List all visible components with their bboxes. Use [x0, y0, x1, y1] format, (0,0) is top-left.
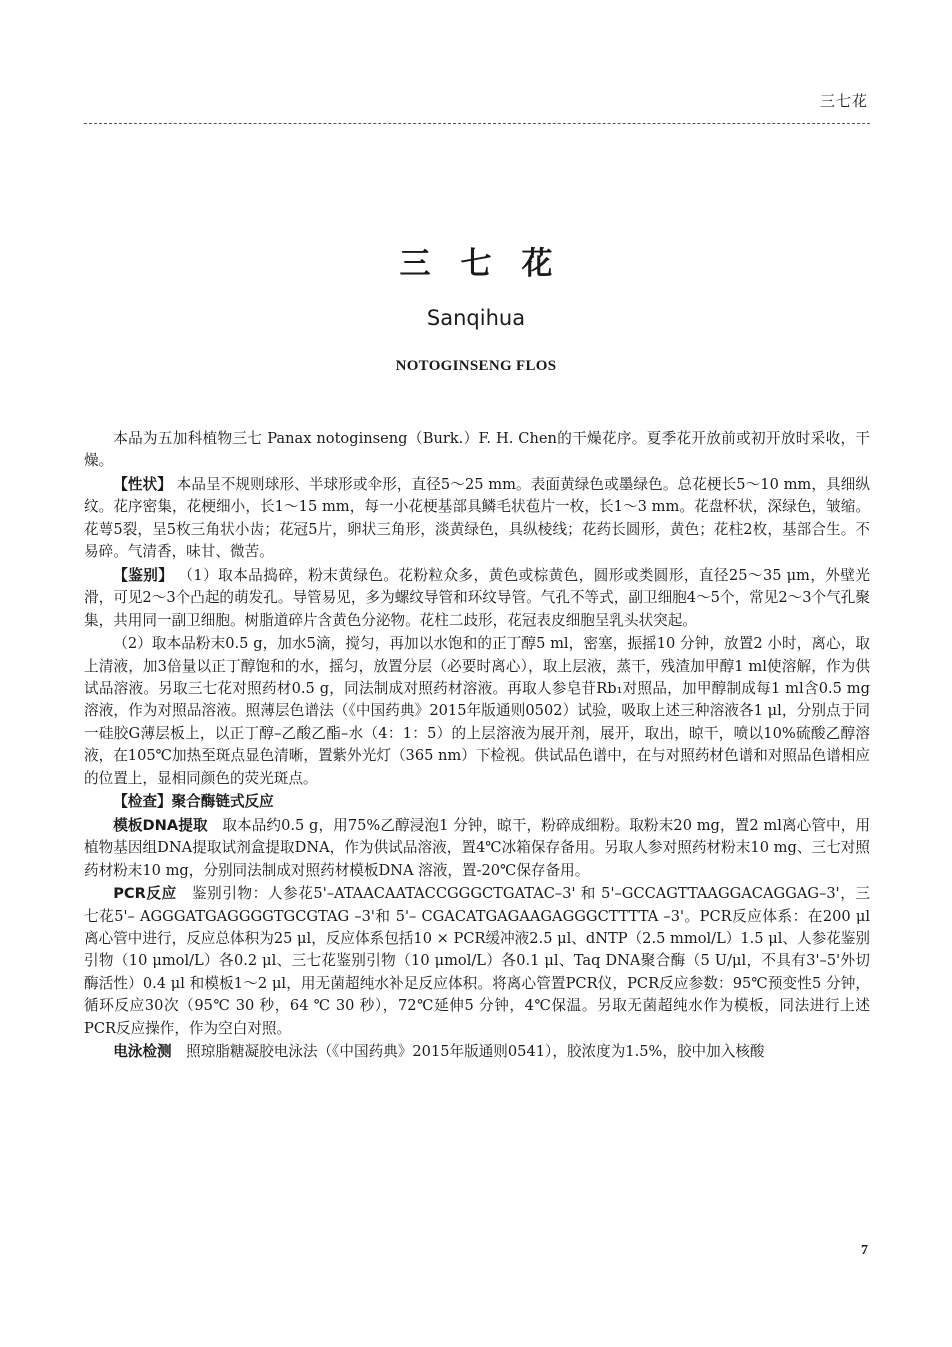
moban-paragraph — [84, 815, 870, 882]
section-jianbie — [84, 565, 870, 632]
xingzhuang-text: 本品呈不规则球形、半球形或伞形，直径5～25 mm。表面黄绿色或墨绿色。总花梗长5～10 mm，具细纵纹。花序密集，花梗细小，长1～15 mm，每一小花梗基部具鳞毛状苞片一枚，长1～3 mm。花盘杯状，深绿色，皱缩。花萼5裂，呈5枚三角状小齿；花冠5片，卵状三角形，淡黄绿色，具纵棱线；花药长圆形，黄色；花柱2枚，基部合生。不易碎。气清香，味甘、微苦。 — [84, 476, 870, 561]
intro-paragraph — [84, 428, 870, 473]
page-number: 7 — [861, 1243, 868, 1258]
pcr-paragraph — [84, 883, 870, 1040]
pcr-text: 鉴别引物：人参花5'–ATAACAATACCGGGCTGATAC–3' 和 5'–GCCAGTTAAGGACAGGAG–3'，三七花5'– AGGGATGAGGGGTGCGTAG –3'和 5'– CGACATGAGAAGAGGGCTTTTA –3'。PCR反应体系：在200 μl离心管中进行，反应总体积为25 μl，反应体系包括10 × PCR缓冲液2.5 μl、dNTP（2.5 mmol/L）1.5 μl、人参花鉴别引物（10 μmol/L）各0.2 μl、三七花鉴别引物（10 μmol/L）各0.1 μl、Taq DNA聚合酶（5 U/μl，不具有3'–5'外切酶活性）0.4 μl 和模板1～2 μl，用无菌超纯水补足反应体积。将离心管置PCR仪，PCR反应参数：95℃预变性5 分钟，循环反应30次（95℃ 30 秒，64 ℃ 30 秒），72℃延伸5 分钟，4℃保温。另取无菌超纯水作为模板，同法进行上述PCR反应操作，作为空白对照。 — [84, 885, 871, 1037]
moban-text: 取本品约0.5 g，用75%乙醇浸泡1 分钟，晾干，粉碎成细粉。取粉末20 mg，置2 ml离心管中，用植物基因组DNA提取试剂盒提取DNA，作为供试品溶液，置4℃冰箱保存备用。另取人参对照药材粉末10 mg、三七对照药材粉末10 mg，分别同法制成对照药材模板DNA 溶液，置-20℃保存备用。 — [84, 816, 871, 879]
dianyong-paragraph — [84, 1041, 870, 1063]
monograph-title-pinyin: Sanqihua — [426, 306, 526, 330]
header-rule — [84, 123, 870, 124]
section-xingzhuang — [84, 474, 870, 564]
section-heading-jiancha: 【检查】聚合酶链式反应 — [113, 793, 274, 811]
subheading-moban: 模板DNA提取 — [113, 816, 208, 834]
subheading-dianyong: 电泳检测 — [113, 1043, 172, 1061]
jianbie-2-text: （2）取本品粉末0.5 g，加水5滴，搅匀，再加以水饱和的正丁醇5 ml，密塞，振摇10 分钟，放置2 小时，离心，取上清液，加3倍量以正丁醇饱和的水，摇匀，放置分层（必要时离心），取上层液，蒸干，残渣加甲醇1 ml使溶解，作为供试品溶液。另取三七花对照药材0.5 g，同法制成对照药材溶液。再取人参皂苷Rb₁对照品，加甲醇制成每1 ml含0.5 mg溶液，作为对照品溶液。照薄层色谱法（《中国药典》2015年版通则0502）试验，吸取上述三种溶液各1 μl，分别点于同一硅胶G薄层板上，以正丁醇–乙酸乙酯–水（4：1：5）的上层溶液为展开剂，展开，取出，晾干，喷以10%硫酸乙醇溶液，在105℃加热至斑点显色清晰，置紫外光灯（365 nm）下检视。供试品色谱中，在与对照药材色谱和对照品色谱相应的位置上，显相同颜色的荧光斑点。 — [84, 635, 870, 787]
section-heading-jianbie: 【鉴别】 — [113, 566, 174, 584]
section-jiancha — [84, 791, 870, 813]
jianbie-1-text: （1）取本品捣碎，粉末黄绿色。花粉粒众多，黄色或棕黄色，圆形或类圆形，直径25～35 μm，外壁光滑，可见2～3个凸起的萌发孔。导管易见，多为螺纹导管和环纹导管。气孔不等式，副卫细胞4～5个，常见2～3个气孔聚集，共用同一副卫细胞。树脂道碎片含黄色分泌物。花柱二歧形，花冠表皮细胞呈乳头状突起。 — [84, 566, 870, 629]
dianyong-text: 照琼脂糖凝胶电泳法（《中国药典》2015年版通则0541），胶浓度为1.5%，胶中加入核酸 — [186, 1043, 765, 1061]
monograph-title-chinese: 三七花 — [399, 246, 583, 282]
jianbie-2-paragraph — [84, 633, 870, 790]
intro-text: 本品为五加科植物三七 Panax notoginseng（Burk.）F. H. Chen的干燥花序。夏季花开放前或初开放时采收，干燥。 — [84, 430, 870, 470]
subheading-pcr: PCR反应 — [113, 885, 177, 903]
running-head: 三七花 — [819, 92, 868, 110]
monograph-title-latin: NOTOGINSENG FLOS — [395, 358, 557, 374]
monograph-body — [84, 428, 870, 1065]
section-heading-xingzhuang: 【性状】 — [113, 476, 172, 493]
